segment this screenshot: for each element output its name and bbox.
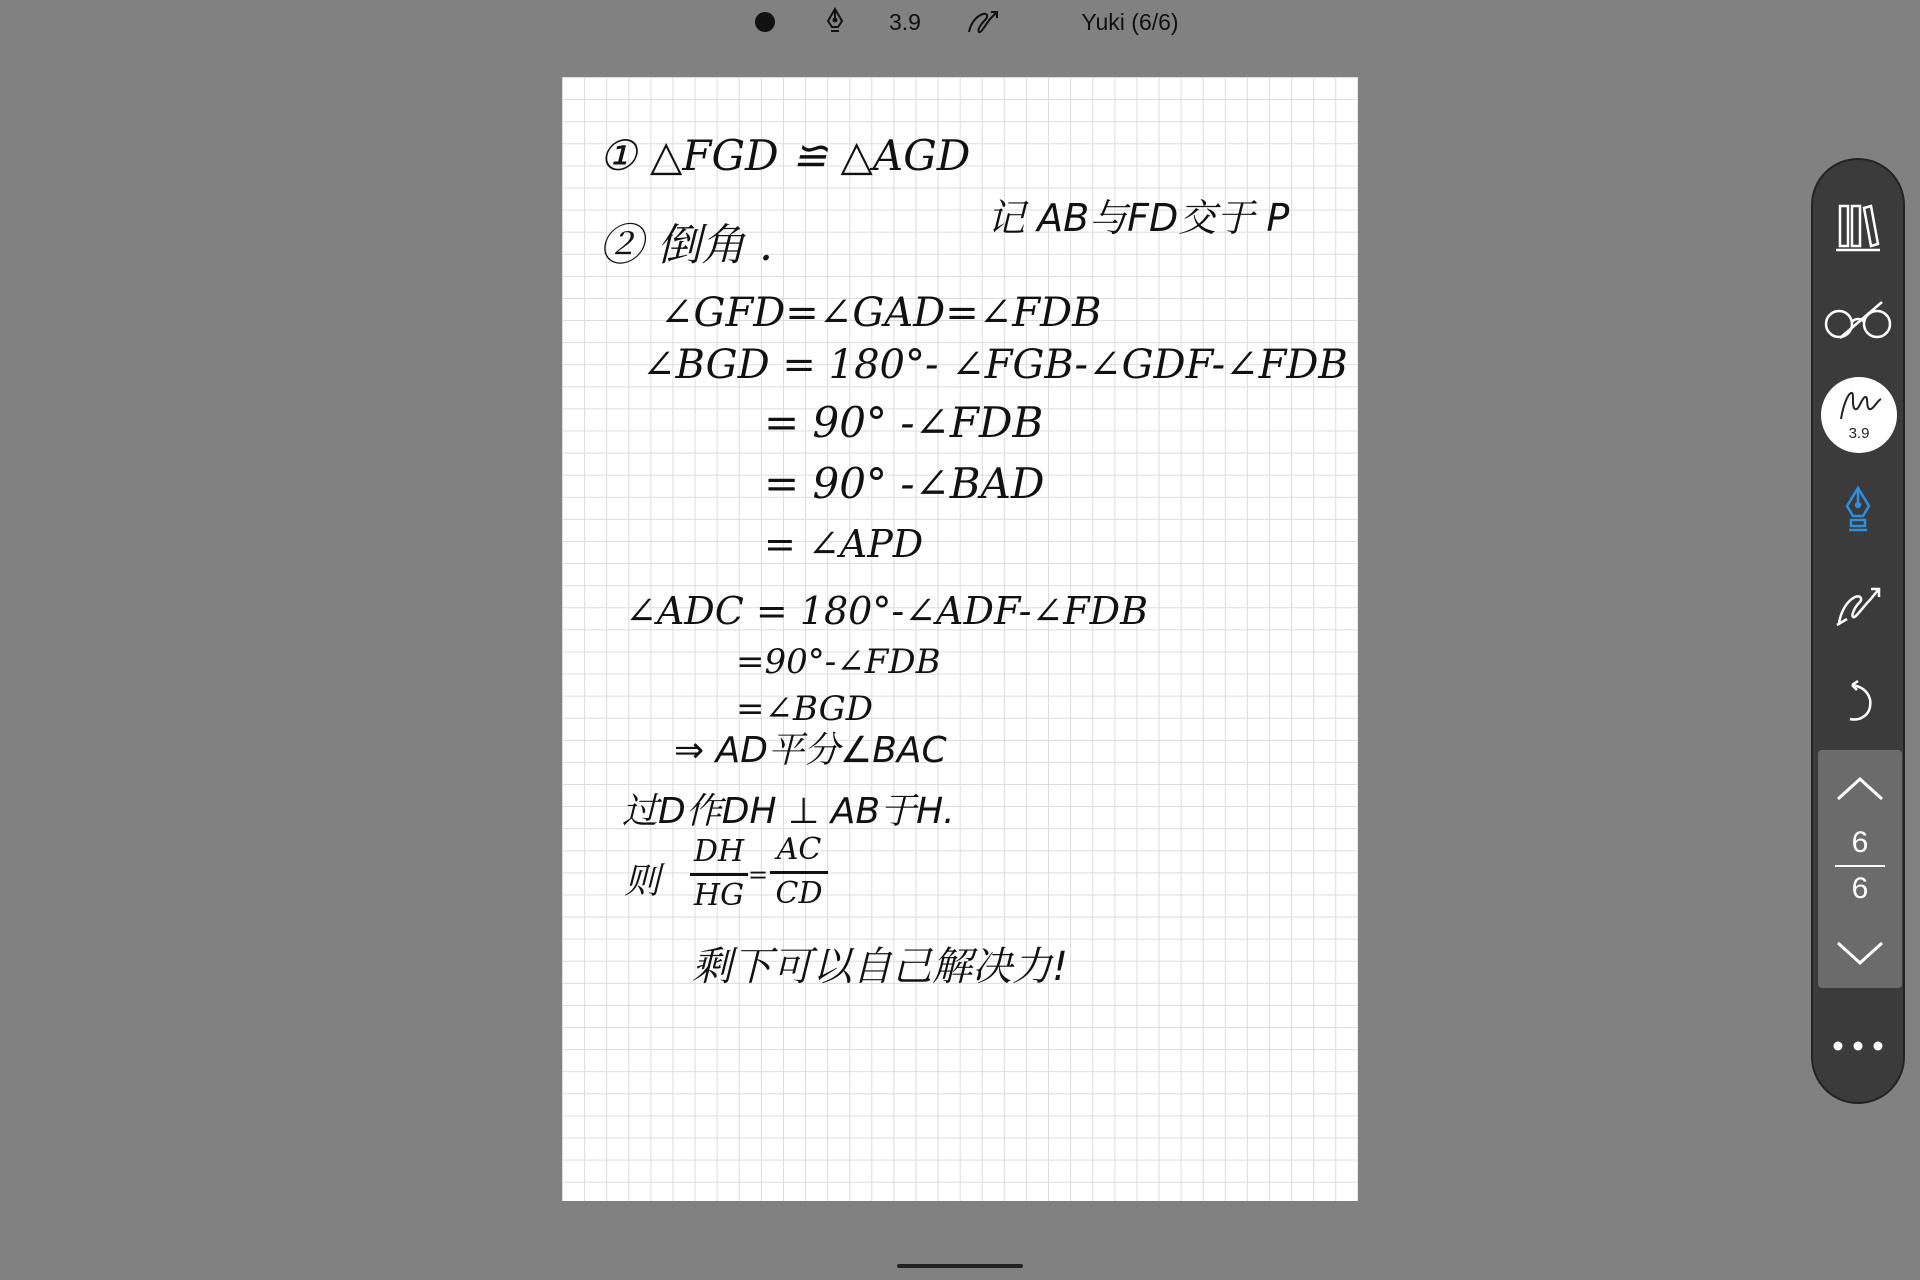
library-icon[interactable]	[1813, 186, 1903, 266]
note-line: = ∠APD	[764, 522, 924, 566]
note-line: 剩下可以自己解决力!	[692, 944, 1069, 990]
fountain-pen-icon[interactable]	[820, 6, 850, 38]
undo-icon[interactable]	[1813, 662, 1903, 742]
page-navigator	[1818, 750, 1902, 988]
page-divider	[1835, 865, 1885, 867]
note-page[interactable]	[562, 77, 1358, 1201]
glasses-icon[interactable]	[1813, 280, 1903, 360]
fraction-numerator: DH	[693, 834, 745, 869]
total-pages: 6	[1851, 872, 1869, 905]
color-dot-icon[interactable]	[750, 6, 780, 38]
note-line: =90°-∠FDB	[736, 642, 941, 682]
note-line: ∠ADC = 180°-∠ADF-∠FDB	[625, 589, 1149, 633]
note-line: ① △FGD ≌ △AGD	[599, 131, 971, 180]
note-line: = 90° -∠BAD	[764, 459, 1045, 508]
pen-size-value: 3.9	[1848, 425, 1870, 442]
eraser-pen-icon[interactable]	[1813, 566, 1903, 646]
side-toolbar	[1811, 158, 1905, 1104]
fraction-denominator: HG	[693, 878, 745, 913]
fraction-denominator: CD	[775, 876, 823, 911]
fountain-pen-icon[interactable]	[1813, 470, 1903, 550]
note-line: ∠BGD = 180°- ∠FGB-∠GDF-∠FDB	[642, 342, 1348, 388]
pen-size-label[interactable]: 3.9	[889, 8, 921, 35]
fraction-bar	[690, 873, 748, 876]
equals-sign: =	[748, 861, 769, 889]
note-line: 则	[624, 861, 661, 902]
fraction-numerator: AC	[776, 832, 822, 867]
signature-pen-icon[interactable]	[963, 6, 1003, 38]
pen-size-button[interactable]	[1821, 377, 1897, 453]
note-line: 过D作DH ⊥ AB于H.	[622, 791, 955, 832]
document-title: Yuki (6/6)	[1081, 8, 1179, 35]
more-icon[interactable]	[1813, 1006, 1903, 1086]
note-line: 记 AB与FD交于 P	[987, 196, 1290, 240]
chevron-up-icon[interactable]	[1818, 764, 1902, 814]
home-indicator[interactable]	[897, 1264, 1023, 1268]
note-line: ∠GFD=∠GAD=∠FDB	[660, 290, 1102, 336]
note-line: = 90° -∠FDB	[764, 398, 1044, 447]
chevron-down-icon[interactable]	[1818, 928, 1902, 978]
top-toolbar	[0, 0, 1920, 44]
note-line: =∠BGD	[736, 689, 874, 729]
note-line: ② 倒角 .	[599, 220, 773, 271]
note-line: ⇒ AD平分∠BAC	[674, 730, 947, 771]
current-page: 6	[1851, 826, 1869, 859]
fraction-bar	[770, 871, 828, 874]
